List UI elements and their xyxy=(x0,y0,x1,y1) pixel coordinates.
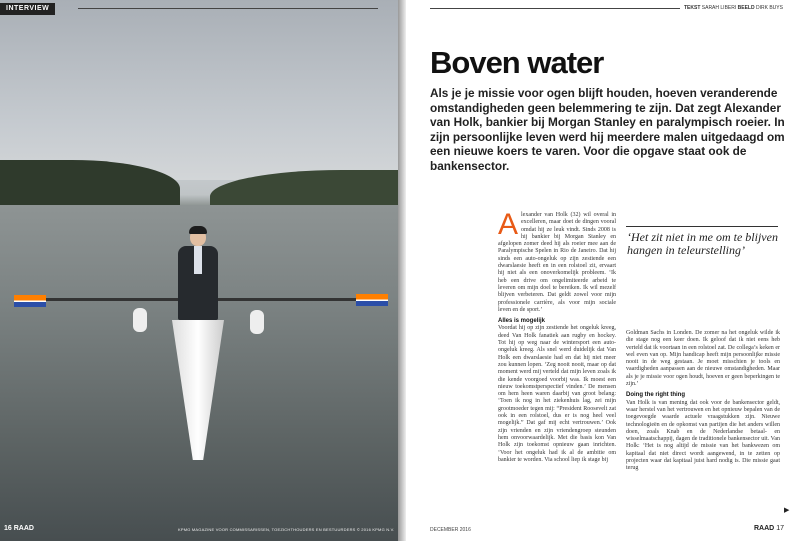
pull-quote: ‘Het zit niet in me om te blijven hangen in teleurstelling’ xyxy=(627,230,778,257)
photo-rower xyxy=(178,228,218,320)
continue-arrow-icon: ▶ xyxy=(784,507,790,514)
image-credit-label: BEELD xyxy=(737,5,755,11)
issue-date: DECEMBER 2016 xyxy=(430,527,471,533)
subheading-1: Alles is mogelijk xyxy=(498,318,546,325)
article-credits xyxy=(684,5,783,11)
top-rule-right xyxy=(430,8,680,9)
intro-paragraph: lexander van Holk (32) wil overal in excelleren, maar doet de dingen vooral omdat hij ze leuk vindt. Sinds 2008 is hij bankier bij Morgan Stanley en afgelopen zomer deed hij als roeier mee aan de Paralympische Spelen in Rio de Janeiro. Dat hij sinds een auto-ongeluk op zijn zestiende een dwarslaesie heeft en in een rolstoel zit, ervaart hij niet als een onoverkomelijk probleem. ‘Ik heb een drive om ongelimiteerde arbeid te leveren om mijn doel te bereiken. Ik wil mezelf blijven verbeteren. Dat geldt zowel voor mijn professionele carrière, als voor mijn sociale leven en de sport.’ xyxy=(498,212,616,313)
magazine-name: RAAD xyxy=(13,525,34,532)
photo-oar-blade-left xyxy=(14,295,46,307)
article-headline: Boven water xyxy=(430,45,604,80)
subheading-2: Doing the right thing xyxy=(626,392,685,399)
photo-float-left xyxy=(133,308,147,332)
photo-oar-blade-right xyxy=(356,294,388,306)
page-number: 16 xyxy=(4,525,12,532)
pull-quote-rule xyxy=(626,226,778,227)
body-column-1 xyxy=(498,208,616,464)
left-page-photo xyxy=(0,0,398,541)
text-credit-author: SARAH LIBERI xyxy=(701,5,737,11)
rower-shirt xyxy=(194,246,202,274)
page-number-left xyxy=(4,525,34,532)
right-page-article xyxy=(406,0,800,541)
page-number: 17 xyxy=(776,525,784,532)
image-credit-author: DIRK BUYS xyxy=(755,5,783,11)
article-standfirst: Als je je missie voor ogen blijft houden, hoeven veranderende omstandigheden geen belemmering te zijn. Dat zegt Alexander van Holk, bankier bij Morgan Stanley en paralympisch roeier. In zijn persoonlijke leven werd hij meerdere malen uitgedaagd om een nieuwe koers te varen. Voor die opgave staat ook de bankensector. xyxy=(430,86,785,173)
top-rule-left xyxy=(78,8,378,9)
drop-cap: A xyxy=(498,208,519,241)
footer-copyright: KPMG MAGAZINE VOOR COMMISSARISSEN, TOEZICHTHOUDERS EN BESTUURDERS © 2016 KPMG N.V. xyxy=(178,527,395,532)
section-label: INTERVIEW xyxy=(0,3,55,15)
rower-hair xyxy=(189,226,207,234)
photo-sky xyxy=(0,0,398,180)
magazine-name: RAAD xyxy=(754,525,775,532)
page-gutter xyxy=(398,0,406,541)
body-column-2 xyxy=(626,330,780,473)
page-number-right xyxy=(754,525,784,532)
body-paragraph-1: Voordat hij op zijn zestiende het ongeluk kreeg, deed Van Holk fanatiek aan rugby en hockey. Tot hij op weg naar de wintersport een auto-ongeluk kreeg. Als snel werd duidelijk dat Van Holk een dwarslaesie had en dat hij niet meer zou kunnen lopen. ‘Zeg nooit nooit, maar op dat moment werd mij verteld dat mijn leven zoals ik die kende voorgoed voorbij was. Ik moest een nieuw toekomstperspectief vinden.’ De mensen om hem heen waren daarbij van groot belang: ‘Toen ik nog in het ziekenhuis lag, zei mijn grootmoeder tegen mij: “President Roosevelt zat ook in een rolstoel, dus er is nog heel veel mogelijk.” Dat gaf mij echt vertrouwen.’ Ook zijn vrienden en zijn vriendengroep steunden hem onvoorwaardelijk. Met die basis kon Van Holk zijn toekomst opnieuw gaan inrichten. ‘Voor het ongeluk had ik al de ambitie om bankier te worden. Via school liep ik stage bij xyxy=(498,325,616,463)
text-credit-label: TEKST xyxy=(684,5,701,11)
body-paragraph-3: Van Holk is van mening dat ook voor de bankensector geldt, waar herstel van het vertrouwen en het opnieuw bepalen van de toegevoegde waarde actuele vraagstukken zijn. Nieuwe technologieën en de opkomst van partijen die het anders willen doen, zoals Knab en de Nederlandse betaal- en wisselmaatschappij, dagen de traditionele bankensector uit. Van Holk: ‘Het is nog altijd de missie van het bankwezen om kapitaal dat niet direct wordt aangewend, in te zetten op projecten waar dat kapitaal juist hard nodig is. Die missie gaat terug xyxy=(626,399,780,472)
body-paragraph-2: Goldman Sachs in Londen. De zomer na het ongeluk wilde ik die stage nog een keer doen. Ik geloof dat ik niet eens heb verteld dat ik voortaan in een rolstoel zat. De collega’s keken er wel even van op. Mijn handicap heeft mijn persoonlijke missie nooit in de weg gestaan. Je moet misschien je tools en vaardigheden aanpassen aan de nieuwe omstandigheden. Maar als je je missie voor ogen houdt, hoeven er geen beperkingen te zijn.’ xyxy=(626,330,780,388)
photo-float-right xyxy=(250,310,264,334)
